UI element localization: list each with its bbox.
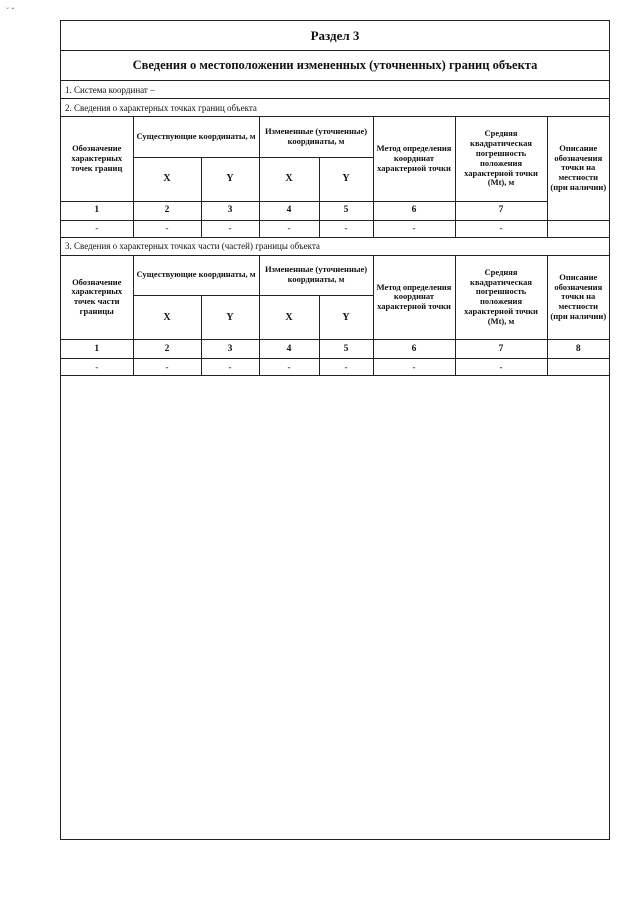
header-existing-x: X (133, 157, 201, 201)
form-frame (60, 20, 610, 840)
table-cell: - (373, 220, 455, 237)
header-point-designation: Обозначение характерных точек границ (61, 117, 133, 201)
table-cell (547, 359, 609, 376)
table-row (61, 220, 609, 237)
header-changed-y: Y (319, 157, 373, 201)
table-cell: - (133, 359, 201, 376)
header-changed-x: X (259, 157, 319, 201)
table-cell: - (201, 220, 259, 237)
header-description: Описание обозначения точки на местности (при наличии) (547, 117, 609, 220)
table-cell: - (373, 359, 455, 376)
part2-table (61, 117, 609, 238)
header-changed-x: X (259, 296, 319, 340)
table-cell: - (455, 220, 547, 237)
table-cell: - (259, 359, 319, 376)
header-error: Средняя квадратическая погрешность положения характерной точки (Mt), м (455, 256, 547, 340)
document-title: Сведения о местоположении измененных (уточненных) границ объекта (61, 51, 609, 81)
column-number: 4 (259, 201, 319, 220)
table-cell: - (319, 220, 373, 237)
header-description: Описание обозначения точки на местности (при наличии) (547, 256, 609, 340)
column-number: 5 (319, 340, 373, 359)
column-number: 1 (61, 201, 133, 220)
table-cell: - (133, 220, 201, 237)
header-existing-y: Y (201, 157, 259, 201)
coordinate-system-label: 1. Система координат – (61, 81, 609, 99)
header-existing-coordinates: Существующие координаты, м (133, 117, 259, 157)
part3-table (61, 256, 609, 377)
table-cell: - (259, 220, 319, 237)
column-number: 2 (133, 340, 201, 359)
table-cell: - (61, 220, 133, 237)
table-cell (547, 220, 609, 237)
table-cell: - (319, 359, 373, 376)
column-number: 5 (319, 201, 373, 220)
table-cell: - (61, 359, 133, 376)
header-changed-coordinates: Измененные (уточненные) координаты, м (259, 256, 373, 296)
header-existing-x: X (133, 296, 201, 340)
section-title: Раздел 3 (61, 21, 609, 51)
header-changed-y: Y (319, 296, 373, 340)
column-number: 7 (455, 201, 547, 220)
table-cell: - (201, 359, 259, 376)
column-number: 6 (373, 201, 455, 220)
header-method: Метод определения координат характерной точки (373, 256, 455, 340)
header-changed-coordinates: Измененные (уточненные) координаты, м (259, 117, 373, 157)
column-number: 6 (373, 340, 455, 359)
header-existing-y: Y (201, 296, 259, 340)
part3-caption: 3. Сведения о характерных точках части (частей) границы объекта (61, 238, 609, 256)
column-number: 2 (133, 201, 201, 220)
scan-mark: ˘ ˇ (6, 6, 15, 16)
table-cell: - (455, 359, 547, 376)
header-point-designation: Обозначение характерных точек части границы (61, 256, 133, 340)
column-number: 3 (201, 201, 259, 220)
column-number: 8 (547, 340, 609, 359)
header-error: Средняя квадратическая погрешность положения характерной точки (Mt), м (455, 117, 547, 201)
column-number: 4 (259, 340, 319, 359)
column-number: 1 (61, 340, 133, 359)
table-row (61, 359, 609, 376)
column-number: 3 (201, 340, 259, 359)
column-number: 7 (455, 340, 547, 359)
part2-caption: 2. Сведения о характерных точках границ объекта (61, 99, 609, 117)
header-method: Метод определения координат характерной точки (373, 117, 455, 201)
header-existing-coordinates: Существующие координаты, м (133, 256, 259, 296)
